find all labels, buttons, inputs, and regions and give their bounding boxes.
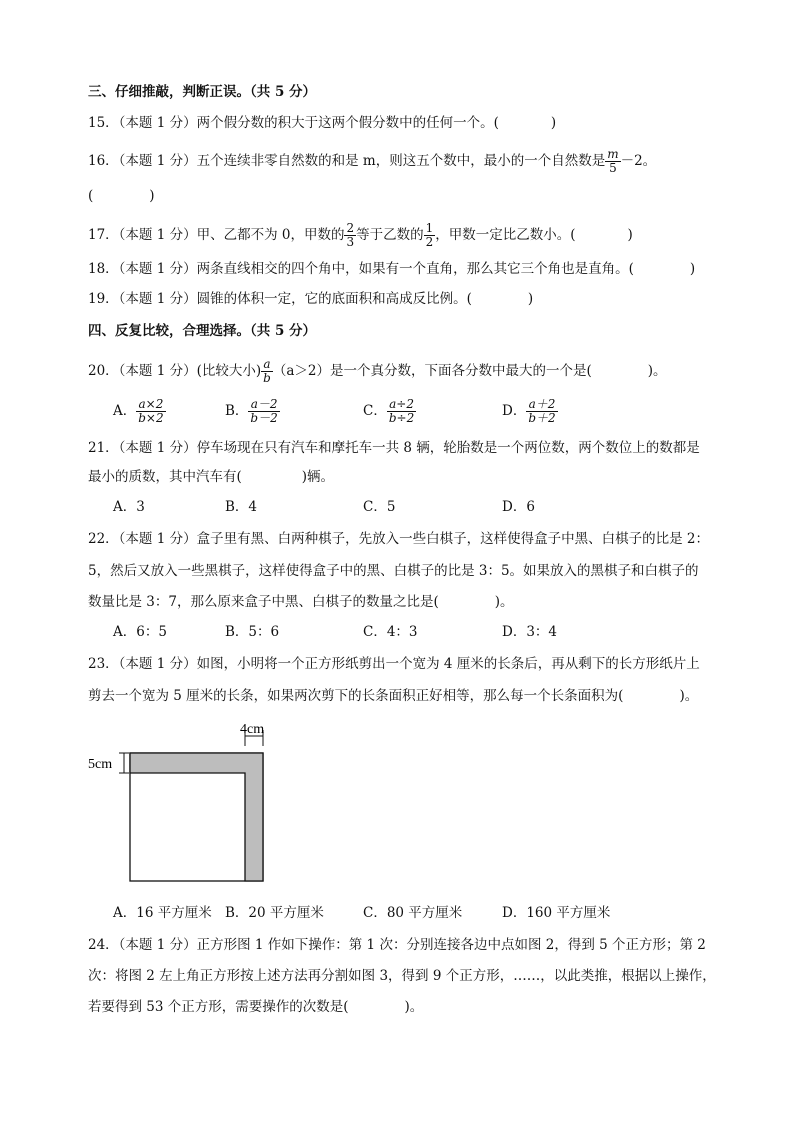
- option-a[interactable]: A． $\frac{a\times 2}{b\times 2}$: [113, 397, 164, 425]
- option-c[interactable]: C．5: [363, 499, 396, 515]
- question-21-line-2: 最小的质数，其中汽车有( )辆。: [88, 469, 335, 485]
- option-a[interactable]: A．3: [113, 499, 145, 515]
- question-16-answer-paren: ( ): [88, 188, 155, 204]
- question-22-line-1: 22．（本题 1 分）盒子里有黑、白两种棋子，先放入一些白棋子，这样使得盒子中黑、白棋子的比是 2：: [88, 531, 709, 547]
- question-20: 20．（本题 1 分）(比较大小) $\frac{a}{b}$ （a＞2）是一个真分数，下面各分数中最大的一个是( )。: [88, 357, 667, 385]
- option-a[interactable]: A．6：5: [113, 624, 167, 640]
- question-18: 18．（本题 1 分）两条直线相交的四个角中，如果有一个直角，那么其它三个角也是直角。( ): [88, 261, 696, 277]
- option-b[interactable]: B．20 平方厘米: [225, 905, 324, 921]
- question-17: 17．（本题 1 分）甲、乙都不为 0，甲数的 $\frac{2}{3}$ 等于乙数的 $\frac{1}{2}$ ，甲数一定比乙数小。( ): [88, 221, 633, 249]
- fraction-a-over-b: $\frac{a}{b}$: [263, 357, 271, 385]
- question-22-line-2: 5，然后又放入一些黑棋子，这样使得盒子中的黑、白棋子的比是 3：5。如果放入的黑棋子和白棋子的: [88, 563, 699, 579]
- question-19: 19．（本题 1 分）圆锥的体积一定，它的底面积和高成反比例。( ): [88, 291, 534, 307]
- question-15: 15．（本题 1 分）两个假分数的积大于这两个假分数中的任何一个。( ): [88, 115, 557, 131]
- fraction-2-over-3: $\frac{2}{3}$: [346, 221, 355, 249]
- fraction-1-over-2: $\frac{1}{2}$: [425, 221, 434, 249]
- option-b[interactable]: B．4: [225, 499, 258, 515]
- question-15-text: 15．（本题 1 分）两个假分数的积大于这两个假分数中的任何一个。(: [88, 115, 499, 131]
- option-a[interactable]: A．16 平方厘米: [113, 905, 212, 921]
- question-22-line-3: 数量比是 3：7，那么原来盒子中黑、白棋子的数量之比是( )。: [88, 594, 514, 610]
- question-21-line-1: 21．（本题 1 分）停车场现在只有汽车和摩托车一共 8 辆，轮胎数是一个两位数，两个数位上的数都是: [88, 440, 700, 456]
- question-16-text: 16．（本题 1 分）五个连续非零自然数的和是 m，则这五个数中，最小的一个自然数是: [88, 153, 606, 169]
- question-16: 16．（本题 1 分）五个连续非零自然数的和是 m，则这五个数中，最小的一个自然数是 $\frac{m}{5}$ －2。: [88, 147, 657, 175]
- section-4-heading: 四、反复比较，合理选择。（共 5 分）: [88, 323, 317, 339]
- question-23-line-2: 剪去一个宽为 5 厘米的长条，如果两次剪下的长条面积正好相等，那么每一个长条面积为( )。: [88, 688, 699, 704]
- option-b[interactable]: B． $\frac{a-2}{b-2}$: [225, 397, 278, 425]
- question-24-line-3: 若要得到 53 个正方形，需要操作的次数是( )。: [88, 999, 424, 1015]
- option-c[interactable]: C．80 平方厘米: [363, 905, 463, 921]
- option-d[interactable]: D．6: [502, 499, 535, 515]
- option-c[interactable]: C． $\frac{a\div 2}{b\div 2}$: [363, 397, 415, 425]
- question-23-line-1: 23．（本题 1 分）如图，小明将一个正方形纸剪出一个宽为 4 厘米的长条后，再从剩下的长方形纸片上: [88, 656, 700, 672]
- option-d[interactable]: D．160 平方厘米: [502, 905, 611, 921]
- square-diagram: [86, 716, 286, 886]
- question-24-line-1: 24．（本题 1 分）正方形图 1 作如下操作：第 1 次：分别连接各边中点如图 2，得到 5 个正方形；第 2: [88, 937, 706, 953]
- fraction-m-over-5: $\frac{m}{5}$: [607, 147, 619, 175]
- option-b[interactable]: B．5：6: [225, 624, 280, 640]
- question-24-line-2: 次：将图 2 左上角正方形按上述方法再分割如图 3，得到 9 个正方形，……，以此类推，根据以上操作，: [88, 968, 716, 984]
- option-d[interactable]: D． $\frac{a+2}{b+2}$: [502, 397, 556, 425]
- option-c[interactable]: C．4：3: [363, 624, 418, 640]
- label-4cm: 4cm: [240, 722, 265, 737]
- square-cut-figure: [86, 716, 286, 890]
- section-3-heading: 三、仔细推敲，判断正误。（共 5 分）: [88, 84, 317, 100]
- label-5cm: 5cm: [88, 757, 113, 772]
- option-d[interactable]: D．3：4: [502, 624, 558, 640]
